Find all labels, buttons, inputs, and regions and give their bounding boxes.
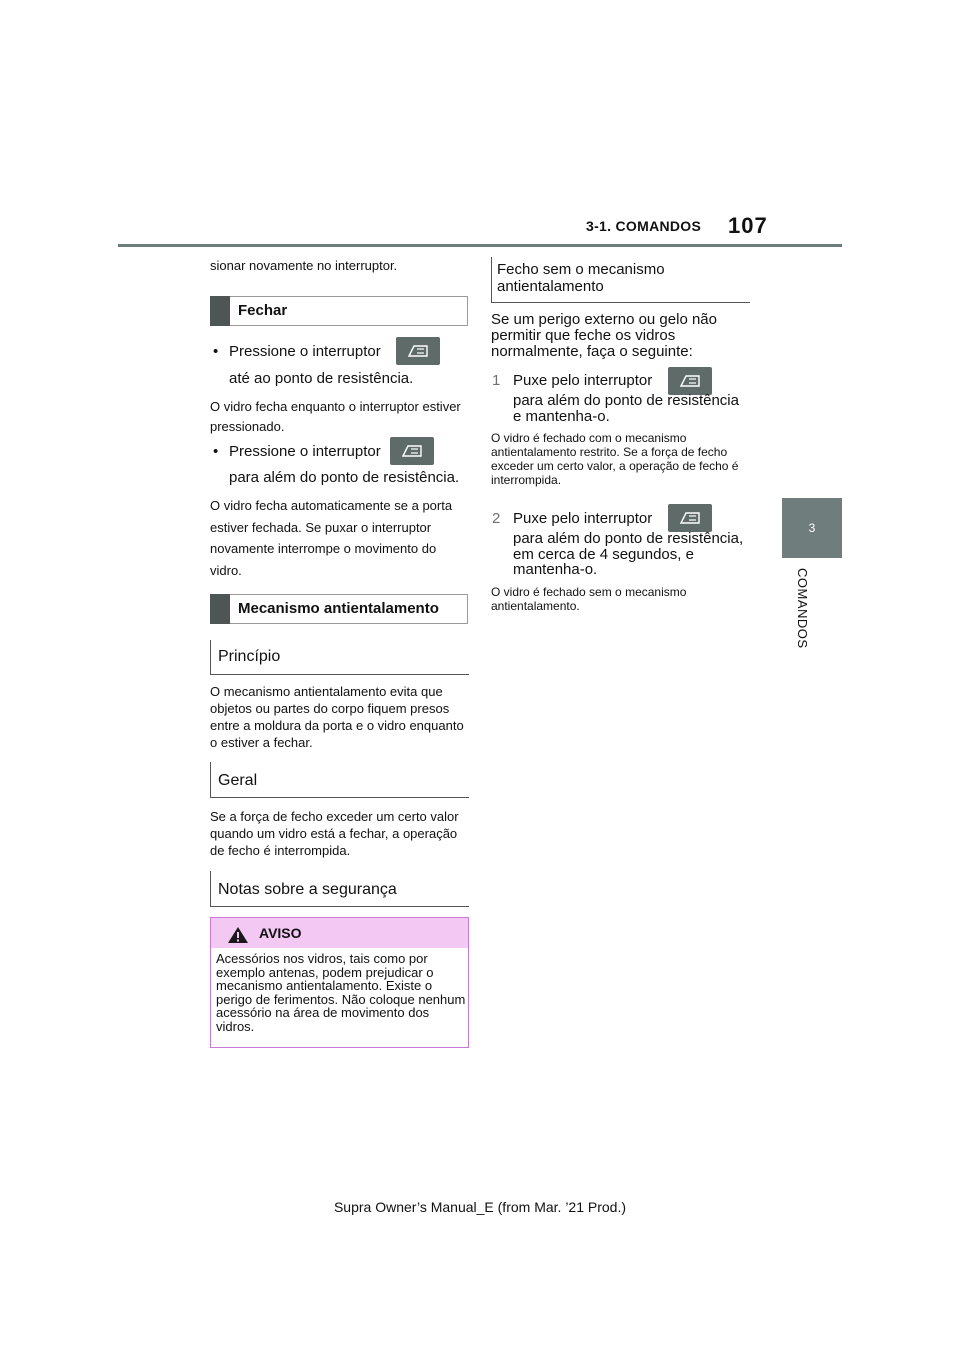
window-switch-icon [396, 337, 440, 365]
principio-heading [210, 640, 469, 675]
warning-text: Acessórios nos vidros, tais como por exemplo antenas, podem prejudicar o mecanismo antientalamento. Existe o perigo de ferimentos. Não coloque nenhum acessório na área de movimento dos vidros. [216, 951, 466, 1034]
window-switch-icon [668, 504, 712, 532]
notas-heading-text: Notas sobre a segurança [218, 881, 397, 898]
chapter-tab [782, 498, 842, 558]
mecanismo-heading [210, 594, 468, 624]
page-number: 107 [728, 213, 768, 238]
right-intro: Se um perigo externo ou gelo não permitir que feche os vidros normalmente, faça o seguinte: [491, 311, 717, 360]
mecanismo-heading-text: Mecanismo antientalamento [238, 600, 439, 617]
subheading-rule-vertical [210, 762, 211, 798]
warning-title: AVISO [259, 925, 302, 941]
switch-glyph [679, 510, 701, 526]
step-2-number: 2 [492, 510, 501, 527]
heading-bar [210, 296, 230, 326]
subheading-rule-horizontal [210, 674, 469, 675]
fecho-sem-heading [491, 257, 750, 303]
bullet-2 [213, 443, 218, 461]
subheading-rule-horizontal [210, 797, 469, 798]
intro-text: sionar novamente no interruptor. [210, 258, 398, 273]
switch-glyph [407, 343, 429, 359]
chapter-number: 3 [808, 521, 816, 535]
subheading-rule-vertical [491, 257, 492, 303]
window-switch-icon [390, 437, 434, 465]
bullet-1-line1: Pressione o interruptor [229, 343, 381, 360]
step-2-line2: para além do ponto de resistência, em cerca de 4 segundos, e mantenha-o. [513, 530, 744, 578]
window-switch-icon [668, 367, 712, 395]
warning-header [211, 918, 468, 948]
bullet-dot: • [213, 343, 219, 360]
step-2-line1: Puxe pelo interruptor [513, 510, 653, 527]
step-1-line2: para além do ponto de resistência e mantenha-o. [513, 392, 739, 425]
step-1-note: O vidro é fechado com o mecanismo antientalamento restrito. Se a força de fecho exceder um certo valor, a operação de fecho é interrompida. [491, 431, 739, 487]
warning-triangle-icon [227, 926, 249, 944]
switch-glyph [679, 373, 701, 389]
step-2-note: O vidro é fechado sem o mecanismo antientalamento. [491, 585, 687, 613]
warning-box [210, 917, 469, 1048]
subheading-rule-horizontal [491, 302, 750, 303]
heading-bar [210, 594, 230, 624]
bullet-2-note: O vidro fecha automaticamente se a porta estiver fechada. Se puxar o interruptor novamente interrompe o movimento do vidro. [210, 498, 453, 578]
subheading-rule-horizontal [210, 906, 469, 907]
chapter-label: COMANDOS [795, 568, 810, 649]
step-1-line1: Puxe pelo interruptor [513, 372, 653, 389]
header-rule [118, 244, 842, 247]
fechar-heading [210, 296, 468, 326]
switch-glyph [401, 443, 423, 459]
geral-heading-text: Geral [218, 772, 258, 789]
notas-heading [210, 871, 469, 907]
bullet-1-line2: até ao ponto de resistência. [229, 370, 414, 387]
fechar-heading-text: Fechar [238, 302, 288, 319]
subheading-rule-vertical [210, 871, 211, 907]
geral-heading [210, 762, 469, 798]
step-1-number: 1 [492, 372, 501, 389]
principio-heading-text: Princípio [218, 648, 281, 665]
bullet-2-line1: Pressione o interruptor [229, 443, 381, 460]
bullet-dot: • [213, 443, 219, 460]
section-title: 3-1. COMANDOS [586, 218, 702, 234]
subheading-rule-vertical [210, 640, 211, 675]
bullet-1 [213, 343, 218, 361]
bullet-1-note: O vidro fecha enquanto o interruptor estiver pressionado. [210, 399, 461, 434]
bullet-2-line2: para além do ponto de resistência. [229, 469, 460, 486]
fecho-sem-heading-text: Fecho sem o mecanismo antientalamento [497, 261, 665, 295]
principio-text: O mecanismo antientalamento evita que objetos ou partes do corpo fiquem presos entre a moldura da porta e o vidro enquanto o estiver a fechar. [210, 684, 464, 750]
geral-text: Se a força de fecho exceder um certo valor quando um vidro está a fechar, a operação de fecho é interrompida. [210, 809, 459, 858]
footer-text: Supra Owner’s Manual_E (from Mar. ’21 Prod.) [333, 1199, 627, 1215]
